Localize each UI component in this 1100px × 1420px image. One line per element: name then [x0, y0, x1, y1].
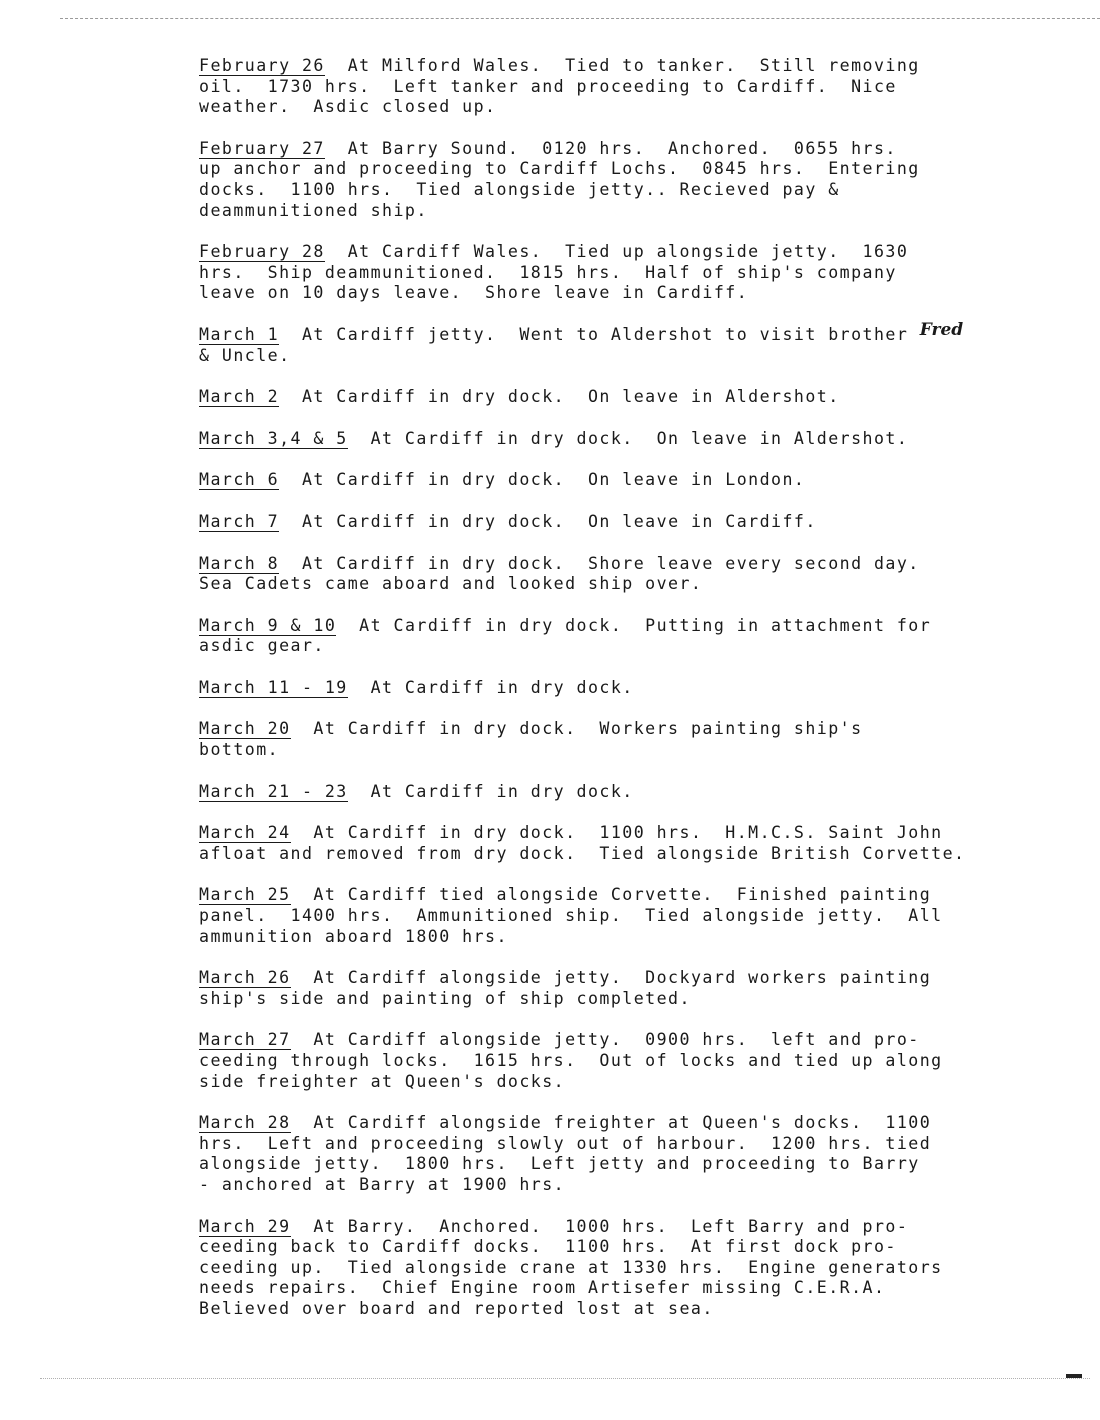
- entry-line: needs repairs. Chief Engine room Artisefer missing C.E.R.A.: [199, 1278, 886, 1298]
- entry-line: [199, 429, 1059, 450]
- entry-line: alongside jetty. 1800 hrs. Left jetty and proceeding to Barry: [199, 1154, 920, 1174]
- entry-line: [199, 719, 1059, 740]
- entry-line: - anchored at Barry at 1900 hrs.: [199, 1174, 566, 1194]
- entry-line: [199, 387, 1059, 408]
- entry-mar-21-23: [199, 782, 1059, 803]
- entry-date: March 2: [199, 387, 280, 407]
- entry-mar-7: [199, 512, 1059, 533]
- entry-mar-2: [199, 387, 1059, 408]
- entry-line: ceeding up. Tied alongside crane at 1330 hrs. Engine generators: [199, 1257, 943, 1277]
- entry-line: & Uncle.: [199, 345, 291, 365]
- entry-mar-26: [199, 968, 1059, 1009]
- entry-date: March 7: [199, 511, 280, 531]
- entry-line: ship's side and painting of ship completed.: [199, 988, 691, 1008]
- scan-edge-bottom: [40, 1378, 1090, 1379]
- entry-date: February 26: [199, 56, 325, 75]
- entry-line: [199, 678, 1059, 699]
- entry-line: panel. 1400 hrs. Ammunitioned ship. Tied alongside jetty. All: [199, 906, 943, 926]
- entry-line: [199, 885, 1059, 906]
- entry-line: [199, 968, 1059, 989]
- entry-feb-28: [199, 242, 1059, 304]
- entry-text: At Barry. Anchored. 1000 hrs. Left Barry and pro-: [290, 1216, 909, 1236]
- entry-date: March 27: [199, 1030, 291, 1050]
- entry-mar-3-5: [199, 429, 1059, 450]
- entry-text: At Cardiff in dry dock.: [347, 677, 634, 697]
- entry-line: bottom.: [199, 740, 280, 760]
- entry-date: March 6: [199, 470, 280, 490]
- entry-line: Believed over board and reported lost at sea.: [199, 1298, 714, 1318]
- entry-line: oil. 1730 hrs. Left tanker and proceeding to Cardiff. Nice: [199, 76, 897, 96]
- entry-date: March 9 & 10: [199, 615, 337, 635]
- entry-mar-9-10: [199, 616, 1059, 657]
- entry-date: March 25: [199, 885, 291, 905]
- entry-line: leave on 10 days leave. Shore leave in Cardiff.: [199, 283, 749, 303]
- entry-mar-20: [199, 719, 1059, 760]
- entry-text: At Cardiff alongside jetty. Dockyard workers painting: [290, 968, 932, 988]
- entry-text: At Cardiff in dry dock.: [347, 781, 634, 801]
- entry-date: March 11 - 19: [199, 677, 348, 697]
- entry-text: At Cardiff in dry dock. Workers painting ship's: [290, 719, 863, 739]
- entry-line: up anchor and proceeding to Cardiff Lochs. 0845 hrs. Entering: [199, 159, 920, 179]
- entry-line: [199, 470, 1059, 491]
- entry-date: March 8: [199, 553, 280, 573]
- entry-mar-11-19: [199, 678, 1059, 699]
- entry-line: [199, 1113, 1059, 1134]
- entry-line: deammunitioned ship.: [199, 200, 428, 220]
- entry-date: March 29: [199, 1216, 291, 1236]
- entry-mar-25: [199, 885, 1059, 947]
- entry-mar-28: [199, 1113, 1059, 1195]
- entry-text: At Milford Wales. Tied to tanker. Still removing: [324, 56, 920, 75]
- entry-text: At Cardiff in dry dock. 1100 hrs. H.M.C.S. Saint John: [290, 823, 943, 843]
- entry-mar-24: [199, 823, 1059, 864]
- diary-page: [199, 56, 1059, 1320]
- entry-line: [199, 512, 1059, 533]
- entry-line: hrs. Ship deammunitioned. 1815 hrs. Half of ship's company: [199, 262, 897, 282]
- entry-line: Sea Cadets came aboard and looked ship over.: [199, 574, 703, 594]
- entry-line: afloat and removed from dry dock. Tied alongside British Corvette.: [199, 843, 966, 863]
- entry-line: ceeding back to Cardiff docks. 1100 hrs. At first dock pro-: [199, 1237, 897, 1257]
- entry-text: At Cardiff in dry dock. On leave in Cardiff.: [279, 511, 817, 531]
- entry-text: At Cardiff tied alongside Corvette. Finished painting: [290, 885, 932, 905]
- entry-line: ammunition aboard 1800 hrs.: [199, 926, 508, 946]
- entry-text: At Barry Sound. 0120 hrs. Anchored. 0655 hrs.: [324, 138, 897, 158]
- entry-text: At Cardiff alongside freighter at Queen's docks. 1100: [290, 1113, 932, 1133]
- entry-line: [199, 139, 1059, 160]
- entry-text: At Cardiff in dry dock. Shore leave every second day.: [279, 553, 920, 573]
- entry-line: asdic gear.: [199, 636, 325, 656]
- entry-date: March 20: [199, 719, 291, 739]
- entry-line: [199, 1217, 1059, 1238]
- entry-date: February 28: [199, 242, 325, 262]
- entry-line: ceeding through locks. 1615 hrs. Out of locks and tied up along: [199, 1051, 943, 1070]
- entry-feb-27: [199, 139, 1059, 221]
- entry-line: docks. 1100 hrs. Tied alongside jetty.. Recieved pay &: [199, 179, 840, 199]
- scan-mark: [1066, 1374, 1082, 1378]
- entry-line: weather. Asdic closed up.: [199, 97, 497, 117]
- entry-date: March 28: [199, 1113, 291, 1133]
- entry-text: At Cardiff Wales. Tied up alongside jetty. 1630: [324, 242, 909, 262]
- entry-text: At Cardiff jetty. Went to Aldershot to visit brother: [279, 324, 920, 344]
- entry-line: side freighter at Queen's docks.: [199, 1071, 566, 1091]
- entry-line: [199, 242, 1059, 263]
- entry-text: At Cardiff alongside jetty. 0900 hrs. left and pro-: [290, 1030, 920, 1050]
- entry-date: February 27: [199, 138, 325, 158]
- entry-line: [199, 56, 1059, 77]
- entry-text: At Cardiff in dry dock. On leave in Aldershot.: [347, 428, 909, 448]
- entry-mar-29: [199, 1217, 1059, 1320]
- entry-line: [199, 1030, 1059, 1051]
- entry-date: March 24: [199, 823, 291, 843]
- scan-edge-top: [60, 18, 1100, 19]
- entry-line: [199, 319, 1059, 346]
- entry-line: [199, 554, 1059, 575]
- entry-text: At Cardiff in dry dock. On leave in Aldershot.: [279, 387, 840, 407]
- entry-date: March 21 - 23: [199, 781, 348, 801]
- entry-date: March 26: [199, 968, 291, 988]
- entry-line: [199, 823, 1059, 844]
- entry-line: hrs. Left and proceeding slowly out of harbour. 1200 hrs. tied: [199, 1133, 932, 1153]
- entry-line: [199, 616, 1059, 637]
- entry-line: [199, 782, 1059, 803]
- entry-feb-26: [199, 56, 1059, 118]
- entry-mar-27: [199, 1030, 1059, 1092]
- entry-mar-6: [199, 470, 1059, 491]
- entry-mar-8: [199, 554, 1059, 595]
- entry-date: March 3,4 & 5: [199, 428, 348, 448]
- entry-date: March 1: [199, 324, 280, 344]
- handwritten-annotation: Fred: [919, 319, 964, 340]
- entry-text: At Cardiff in dry dock. Putting in attachment for: [336, 615, 932, 635]
- entry-mar-1: [199, 319, 1059, 366]
- entry-text: At Cardiff in dry dock. On leave in London.: [279, 470, 806, 490]
